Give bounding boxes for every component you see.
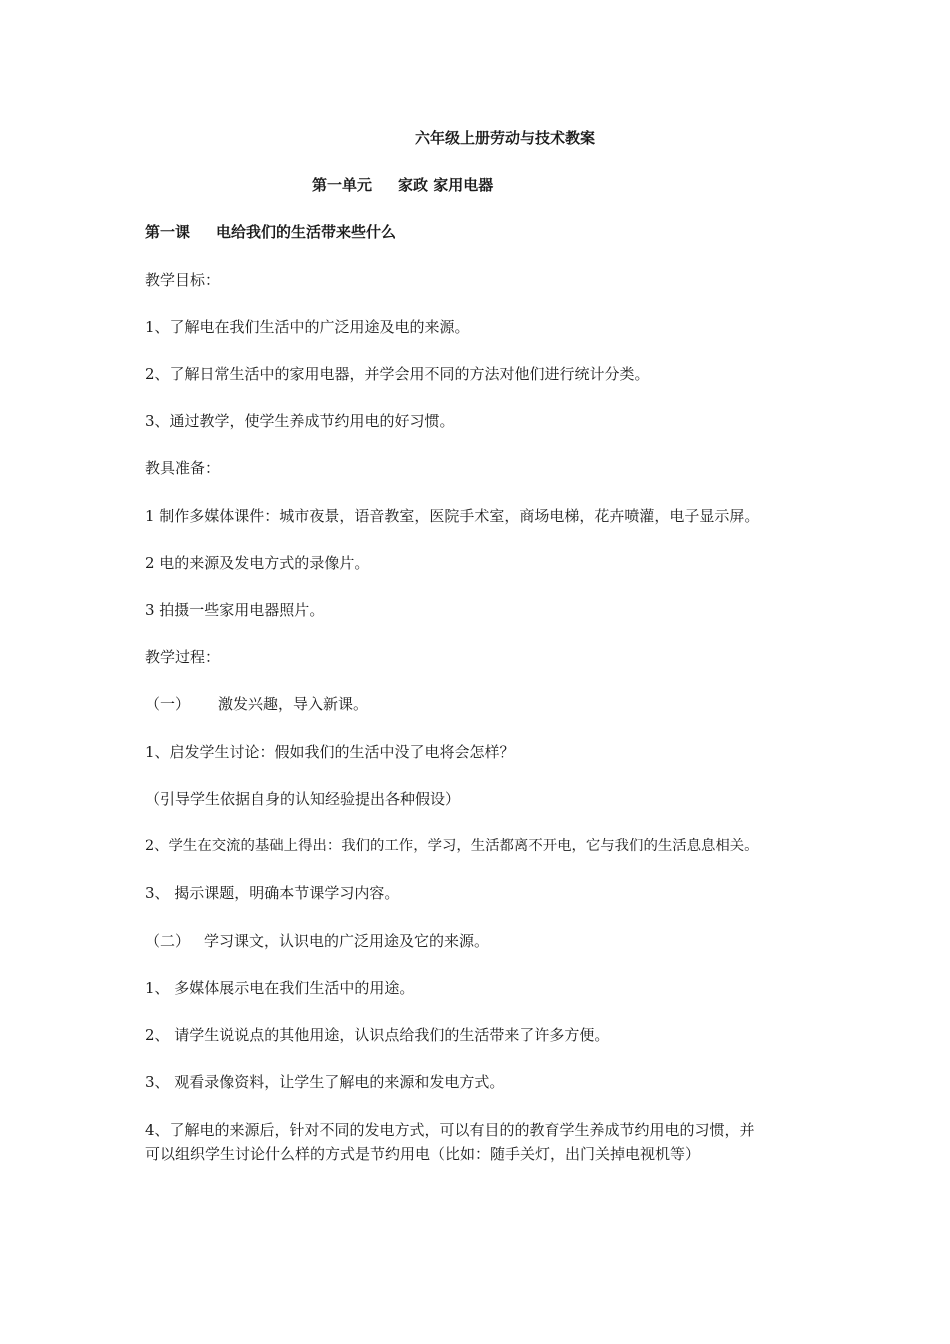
- section-1-item: 2、学生在交流的基础上得出：我们的工作，学习，生活都离不开电，它与我们的生活息息相关。: [145, 838, 759, 854]
- section-1-item: （引导学生依据自身的认知经验提出各种假设）: [145, 790, 461, 808]
- unit-label: 第一单元: [312, 176, 373, 194]
- section-1-number: （一）: [145, 695, 191, 713]
- lesson-label: 第一课: [145, 223, 191, 241]
- section-2-item-4-line-2: 可以组织学生讨论什么样的方式是节约用电（比如：随手关灯，出门关掉电视机等）: [145, 1145, 701, 1163]
- section-1-heading: [145, 695, 368, 713]
- section-2-number: （二）: [145, 932, 191, 950]
- objective-item: 1、了解电在我们生活中的广泛用途及电的来源。: [145, 318, 470, 336]
- material-item: 3 拍摄一些家用电器照片。: [145, 601, 325, 619]
- objective-item: 3、通过教学，使学生养成节约用电的好习惯。: [145, 412, 455, 430]
- section-1-item: 1、启发学生讨论：假如我们的生活中没了电将会怎样？: [145, 743, 515, 761]
- unit-heading: [312, 176, 493, 194]
- materials-heading: 教具准备：: [145, 459, 221, 477]
- section-2-item: 3、 观看录像资料，让学生了解电的来源和发电方式。: [145, 1073, 505, 1091]
- material-item: 2 电的来源及发电方式的录像片。: [145, 554, 370, 572]
- section-1-title: 激发兴趣，导入新课。: [218, 695, 369, 713]
- objectives-heading: 教学目标：: [145, 271, 221, 289]
- section-2-item: 2、 请学生说说点的其他用途，认识点给我们的生活带来了许多方便。: [145, 1026, 610, 1044]
- section-2-title: 学习课文，认识电的广泛用途及它的来源。: [204, 932, 490, 950]
- lesson-heading: [145, 223, 396, 241]
- unit-name: 家政 家用电器: [398, 176, 494, 194]
- page-title: 六年级上册劳动与技术教案: [414, 129, 595, 147]
- section-2-heading: [145, 932, 489, 950]
- objective-item: 2、了解日常生活中的家用电器，并学会用不同的方法对他们进行统计分类。: [145, 365, 650, 383]
- lesson-name: 电给我们的生活带来些什么: [216, 223, 397, 241]
- section-1-item: 3、 揭示课题，明确本节课学习内容。: [145, 884, 400, 902]
- section-2-item: 1、 多媒体展示电在我们生活中的用途。: [145, 979, 415, 997]
- process-heading: 教学过程：: [145, 648, 221, 666]
- section-2-item-4-line-1: 4、了解电的来源后，针对不同的发电方式，可以有目的的教育学生养成节约用电的习惯，并: [145, 1121, 755, 1139]
- material-item: 1 制作多媒体课件：城市夜景，语音教室，医院手术室，商场电梯，花卉喷灌，电子显示屏。: [145, 507, 760, 525]
